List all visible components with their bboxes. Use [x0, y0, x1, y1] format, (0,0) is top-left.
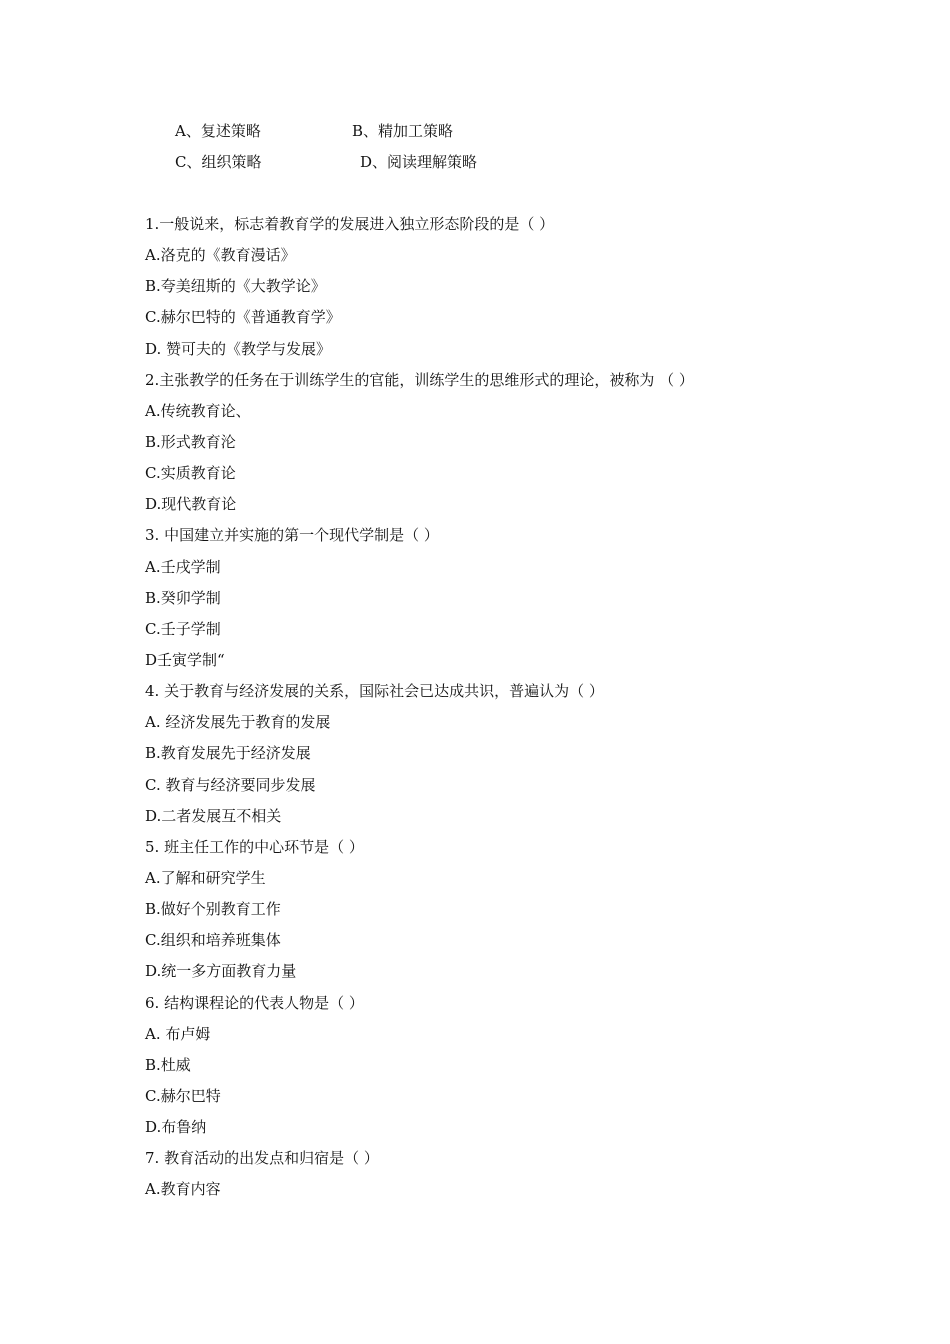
question-stem: 5. 班主任工作的中心环节是（ ）	[145, 837, 364, 856]
option-c: C.赫尔巴特的《普通教育学》	[145, 308, 341, 327]
option-c: C、组织策略	[175, 153, 262, 171]
option-d: D.现代教育论	[145, 495, 237, 514]
question-stem: 3. 中国建立并实施的第一个现代学制是（ ）	[145, 526, 439, 545]
question-1	[145, 214, 825, 370]
option-a: A. 经济发展先于教育的发展	[145, 713, 331, 732]
option-b: B.杜威	[145, 1055, 191, 1074]
option-a: A. 布卢姆	[145, 1024, 211, 1043]
option-b: B.做好个别教育工作	[145, 900, 281, 919]
option-a: A.传统教育论、	[145, 401, 251, 420]
question-7	[145, 1148, 825, 1210]
question-5	[145, 837, 825, 993]
option-a: A、复述策略	[175, 122, 261, 140]
question-stem: 2.主张教学的任务在于训练学生的官能，训练学生的思维形式的理论，被称为 （ ）	[145, 370, 694, 389]
question-stem: 7. 教育活动的出发点和归宿是（ ）	[145, 1149, 379, 1168]
option-b: B、精加工策略	[352, 122, 454, 140]
option-b: B.教育发展先于经济发展	[145, 744, 311, 763]
option-b: B.癸卯学制	[145, 588, 221, 607]
option-d: D.布鲁纳	[145, 1118, 207, 1137]
option-d: D、阅读理解策略	[360, 153, 478, 171]
question-3	[145, 525, 825, 681]
option-c: C. 教育与经济要同步发展	[145, 775, 316, 794]
option-c: C.实质教育论	[145, 464, 236, 483]
option-a: A.了解和研究学生	[145, 868, 266, 887]
option-d: D.统一多方面教育力量	[145, 962, 297, 981]
question-stem: 4. 关于教育与经济发展的关系，国际社会已达成共识，普遍认为（ ）	[145, 682, 604, 701]
option-b: B.形式教育沦	[145, 432, 236, 451]
question-list	[145, 214, 825, 1211]
question-stem: 1.一般说来，标志着教育学的发展进入独立形态阶段的是（ ）	[145, 215, 555, 233]
option-a: A.教育内容	[145, 1180, 221, 1199]
question-6	[145, 993, 825, 1149]
option-d: D.二者发展互不相关	[145, 806, 282, 825]
option-a: A.洛克的《教育漫话》	[145, 246, 296, 265]
option-c: C.组织和培养班集体	[145, 931, 281, 950]
option-b: B.夸美纽斯的《大教学论》	[145, 277, 326, 296]
option-c: C.赫尔巴特	[145, 1086, 221, 1105]
option-d: D. 赞可夫的《教学与发展》	[145, 339, 332, 358]
option-a: A.壬戌学制	[145, 557, 221, 576]
question-4	[145, 681, 825, 837]
question-stem: 6. 结构课程论的代表人物是（ ）	[145, 993, 364, 1012]
option-c: C.壬子学制	[145, 619, 221, 638]
question-2	[145, 370, 825, 526]
option-d: D壬寅学制“	[145, 650, 225, 669]
